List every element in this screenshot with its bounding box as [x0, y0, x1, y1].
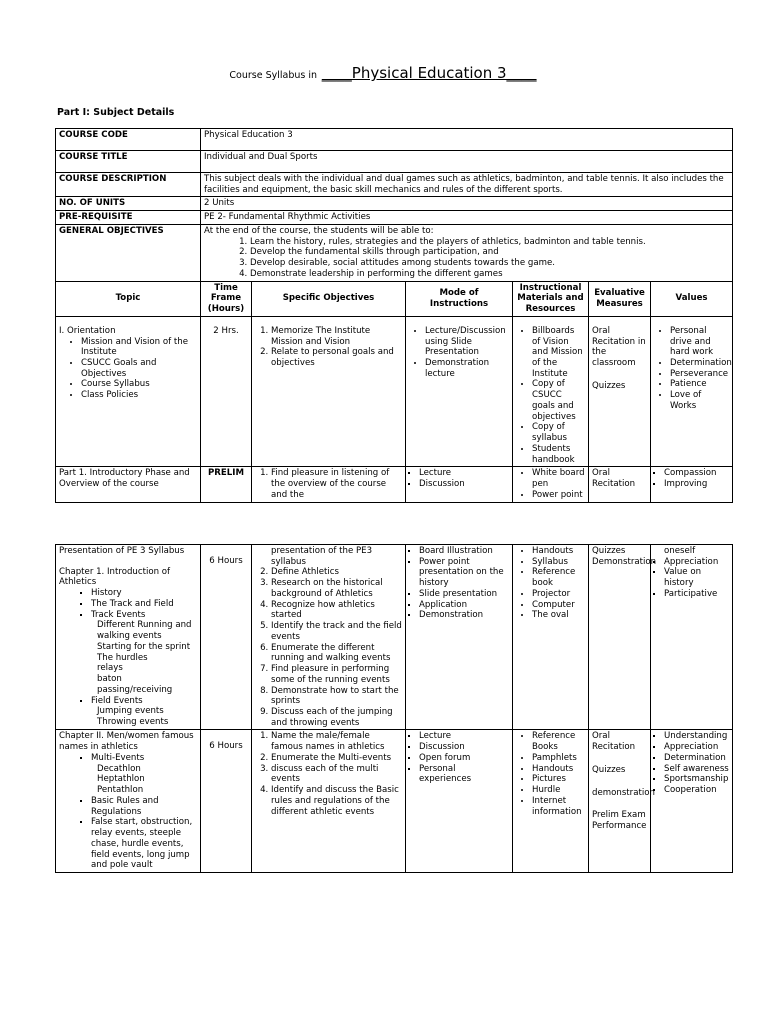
intro-phase-evaluation: Oral Recitation — [589, 467, 651, 502]
mode-item: ▪ Lecture — [419, 468, 509, 479]
value-item: ▪ Understanding — [664, 731, 729, 742]
orientation-title: I. Orientation — [59, 325, 116, 336]
athletics-time: 6 Hours — [201, 545, 252, 730]
athletics-values: oneself ▪ Appreciation ▪ Value on history ▪ Participative — [651, 545, 733, 730]
orientation-materials — [513, 316, 589, 467]
value-item: • Patience — [670, 379, 729, 390]
material-item: • Handouts — [532, 546, 585, 557]
topic-item: • Class Policies — [81, 390, 197, 401]
orientation-objectives — [252, 316, 406, 467]
athletics-modes — [406, 545, 513, 730]
mode-item: ▪ Personal experiences — [419, 764, 509, 785]
prereq-value: PE 2- Fundamental Rhythmic Activities — [201, 211, 733, 225]
units-label: NO. OF UNITS — [56, 197, 201, 211]
col-header-values: Values — [651, 281, 733, 316]
value-item: • Perseverance — [670, 369, 729, 380]
value-item: ▪ Value on history — [664, 567, 729, 588]
athletics-topic: Presentation of PE 3 Syllabus Chapter 1. Introduction of Athletics ▪ History ▪ The Track and Field ▪ Track Events Different Running and walking events Starting for the sprint The hurdles relays baton passing/receiving ▪ Field Events Jumping events Throwing events — [56, 545, 201, 730]
famous-names-materials — [513, 730, 589, 873]
general-objective-item: 4. Demonstrate leadership in performing the different games — [250, 269, 729, 280]
chapter-2-title: Chapter II. Men/women famous names in athletics — [59, 731, 194, 753]
objective-item: 5. Identify the track and the field events — [271, 621, 402, 642]
value-item: ▪ Improving — [664, 479, 729, 490]
col-header-mode: Mode of Instructions — [406, 281, 513, 316]
mode-item: ▪ Discussion — [419, 742, 509, 753]
orientation-time: 2 Hrs. — [201, 316, 252, 467]
material-item: • Computer — [532, 600, 585, 611]
material-item: • White board pen — [532, 468, 585, 489]
material-item: • Billboards of Vision and Mission of the Institute — [532, 326, 585, 380]
orientation-topic — [56, 316, 201, 467]
material-item: • Internet information — [532, 796, 585, 817]
objective-item: 9. Discuss each of the jumping and throwing events — [271, 707, 402, 728]
mode-item: ▪ Lecture — [419, 731, 509, 742]
material-item: • Handouts — [532, 764, 585, 775]
famous-names-modes — [406, 730, 513, 873]
famous-names-evaluation: Oral Recitation Quizzes demonstration Prelim Exam Performance — [589, 730, 651, 873]
col-header-evaluation: Evaluative Measures — [589, 281, 651, 316]
material-item: • Copy of CSUCC goals and objectives — [532, 379, 585, 422]
material-item: • Syllabus — [532, 557, 585, 568]
objective-item: 2. Define Athletics — [271, 567, 402, 578]
topic-item: • Course Syllabus — [81, 379, 197, 390]
subject-details-table — [55, 128, 733, 503]
mode-item: ▪ Application — [419, 600, 509, 611]
orientation-evaluation: Oral Recitation in the classroom Quizzes — [589, 316, 651, 467]
topic-item: ▪ The Track and Field — [91, 599, 197, 610]
topic-item: ▪ Multi-Events — [91, 753, 197, 764]
intro-phase-modes — [406, 467, 513, 502]
course-title-value: Individual and Dual Sports — [201, 151, 733, 173]
mode-item: ▪ Open forum — [419, 753, 509, 764]
topic-item: ▪ Track Events — [91, 610, 197, 621]
objective-item: 7. Find pleasure in performing some of the running events — [271, 664, 402, 685]
general-objective-item: 2. Develop the fundamental skills through participation, and — [250, 247, 729, 258]
course-desc-value: This subject deals with the individual and dual games such as athletics, badminton, and table tennis. It also includes the facilities and equipment, the basic skill mechanics and rules of the different sports. — [201, 173, 733, 197]
units-value: 2 Units — [201, 197, 733, 211]
value-item: ▪ Appreciation — [664, 557, 729, 568]
course-title-label: COURSE TITLE — [56, 151, 201, 173]
athletics-materials — [513, 545, 589, 730]
objective-item: 4. Identify and discuss the Basic rules and regulations of the different athletic events — [271, 785, 402, 817]
mode-item: ▪ Power point presentation on the history — [419, 557, 509, 589]
athletics-evaluation: Quizzes Demonstration — [589, 545, 651, 730]
part-title: Part I: Subject Details — [57, 107, 175, 118]
material-item: • Copy of syllabus — [532, 422, 585, 443]
col-header-materials: Instructional Materials and Resources — [513, 281, 589, 316]
objective-item: 6. Enumerate the different running and walking events — [271, 643, 402, 664]
athletics-objectives: presentation of the PE3 syllabus 2. Define Athletics 3. Research on the historical background of Athletics 4. Recognize how athletics started 5. Identify the track and the field events 6. Enumerate the different running and walking events 7. Find pleasure in performing some of the running events 8. Demonstrate how to start the sprints 9. Discuss each of the jumping and throwing events — [252, 545, 406, 730]
course-code-label: COURSE CODE — [56, 129, 201, 151]
title-prefix: Course Syllabus in — [229, 70, 318, 81]
famous-names-time: 6 Hours — [201, 730, 252, 873]
intro-phase-values — [651, 467, 733, 502]
orientation-modes — [406, 316, 513, 467]
objective-item: 1. Name the male/female famous names in athletics — [271, 731, 402, 752]
topic-item: ▪ Field Events — [91, 696, 197, 707]
famous-names-objectives — [252, 730, 406, 873]
objective-item: 2. Relate to personal goals and objectives — [271, 347, 402, 368]
mode-item: ▪ Slide presentation — [419, 589, 509, 600]
value-item: ▪ Self awareness — [664, 764, 729, 775]
value-item: ▪ Appreciation — [664, 742, 729, 753]
intro-phase-materials — [513, 467, 589, 502]
objective-item: 3. Research on the historical background of Athletics — [271, 578, 402, 599]
material-item: • Power point — [532, 490, 585, 501]
chapter-1-title: Chapter 1. Introduction of Athletics — [59, 566, 171, 588]
material-item: • The oval — [532, 610, 585, 621]
material-item: • Hurdle — [532, 785, 585, 796]
topic-item: • Mission and Vision of the Institute — [81, 337, 197, 358]
mode-item: ▪ Discussion — [419, 479, 509, 490]
value-item: ▪ Sportsmanship — [664, 774, 729, 785]
mode-item: • Demonstration lecture — [425, 358, 509, 379]
col-header-objectives: Specific Objectives — [252, 281, 406, 316]
material-item: • Students handbook — [532, 444, 585, 465]
syllabus-title — [0, 64, 768, 83]
course-desc-label: COURSE DESCRIPTION — [56, 173, 201, 197]
value-item: ▪ Determination — [664, 753, 729, 764]
col-header-topic: Topic — [56, 281, 201, 316]
prereq-label: PRE-REQUISITE — [56, 211, 201, 225]
topic-item: ▪ Basic Rules and Regulations — [91, 796, 197, 817]
objective-item: 2. Enumerate the Multi-events — [271, 753, 402, 764]
general-objective-item: 3. Develop desirable, social attitudes among students towards the game. — [250, 258, 729, 269]
material-item: • Pictures — [532, 774, 585, 785]
syllabus-continuation-table — [55, 544, 733, 873]
mode-item: ▪ Board Illustration — [419, 546, 509, 557]
general-objectives-value — [201, 224, 733, 281]
objective-item: 4. Recognize how athletics started — [271, 600, 402, 621]
intro-phase-time: PRELIM — [201, 467, 252, 502]
topic-item: ▪ History — [91, 588, 197, 599]
material-item: • Reference book — [532, 567, 585, 588]
objective-item: 8. Demonstrate how to start the sprints — [271, 686, 402, 707]
general-objectives-label: GENERAL OBJECTIVES — [56, 224, 201, 281]
value-item: • Personal drive and hard work — [670, 326, 729, 358]
mode-item: • Lecture/Discussion using Slide Presentation — [425, 326, 509, 358]
general-objective-item: 1. Learn the history, rules, strategies and the players of athletics, badminton and table tennis. — [250, 237, 729, 248]
value-item: ▪ Compassion — [664, 468, 729, 479]
col-header-time: Time Frame (Hours) — [201, 281, 252, 316]
topic-item: • CSUCC Goals and Objectives — [81, 358, 197, 379]
famous-names-topic: Chapter II. Men/women famous names in athletics ▪ Multi-Events Decathlon Heptathlon Pentathlon ▪ Basic Rules and Regulations ▪ False start, obstruction, relay events, steeple chase, hurdle events, field events, long jump and pole vault — [56, 730, 201, 873]
course-code-value: Physical Education 3 — [201, 129, 733, 151]
material-item: • Reference Books — [532, 731, 585, 752]
value-item: • Determination — [670, 358, 729, 369]
material-item: • Pamphlets — [532, 753, 585, 764]
objective-item: 1. Find pleasure in listening of the overview of the course and the — [271, 468, 402, 500]
general-objectives-intro: At the end of the course, the students will be able to: — [204, 225, 434, 236]
famous-names-values — [651, 730, 733, 873]
intro-phase-objectives — [252, 467, 406, 502]
objective-item: 1. Memorize The Institute Mission and Vision — [271, 326, 402, 347]
material-item: • Projector — [532, 589, 585, 600]
course-name: ____Physical Education 3____ — [321, 64, 537, 82]
mode-item: ▪ Demonstration — [419, 610, 509, 621]
value-item: ▪ Cooperation — [664, 785, 729, 796]
objective-item: 3. discuss each of the multi events — [271, 764, 402, 785]
value-item: ▪ Participative — [664, 589, 729, 600]
topic-item: ▪ False start, obstruction, relay events, steeple chase, hurdle events, field events, long jump and pole vault — [91, 817, 197, 871]
value-item: • Love of Works — [670, 390, 729, 411]
intro-phase-topic: Part 1. Introductory Phase and Overview of the course — [56, 467, 201, 502]
orientation-values — [651, 316, 733, 467]
